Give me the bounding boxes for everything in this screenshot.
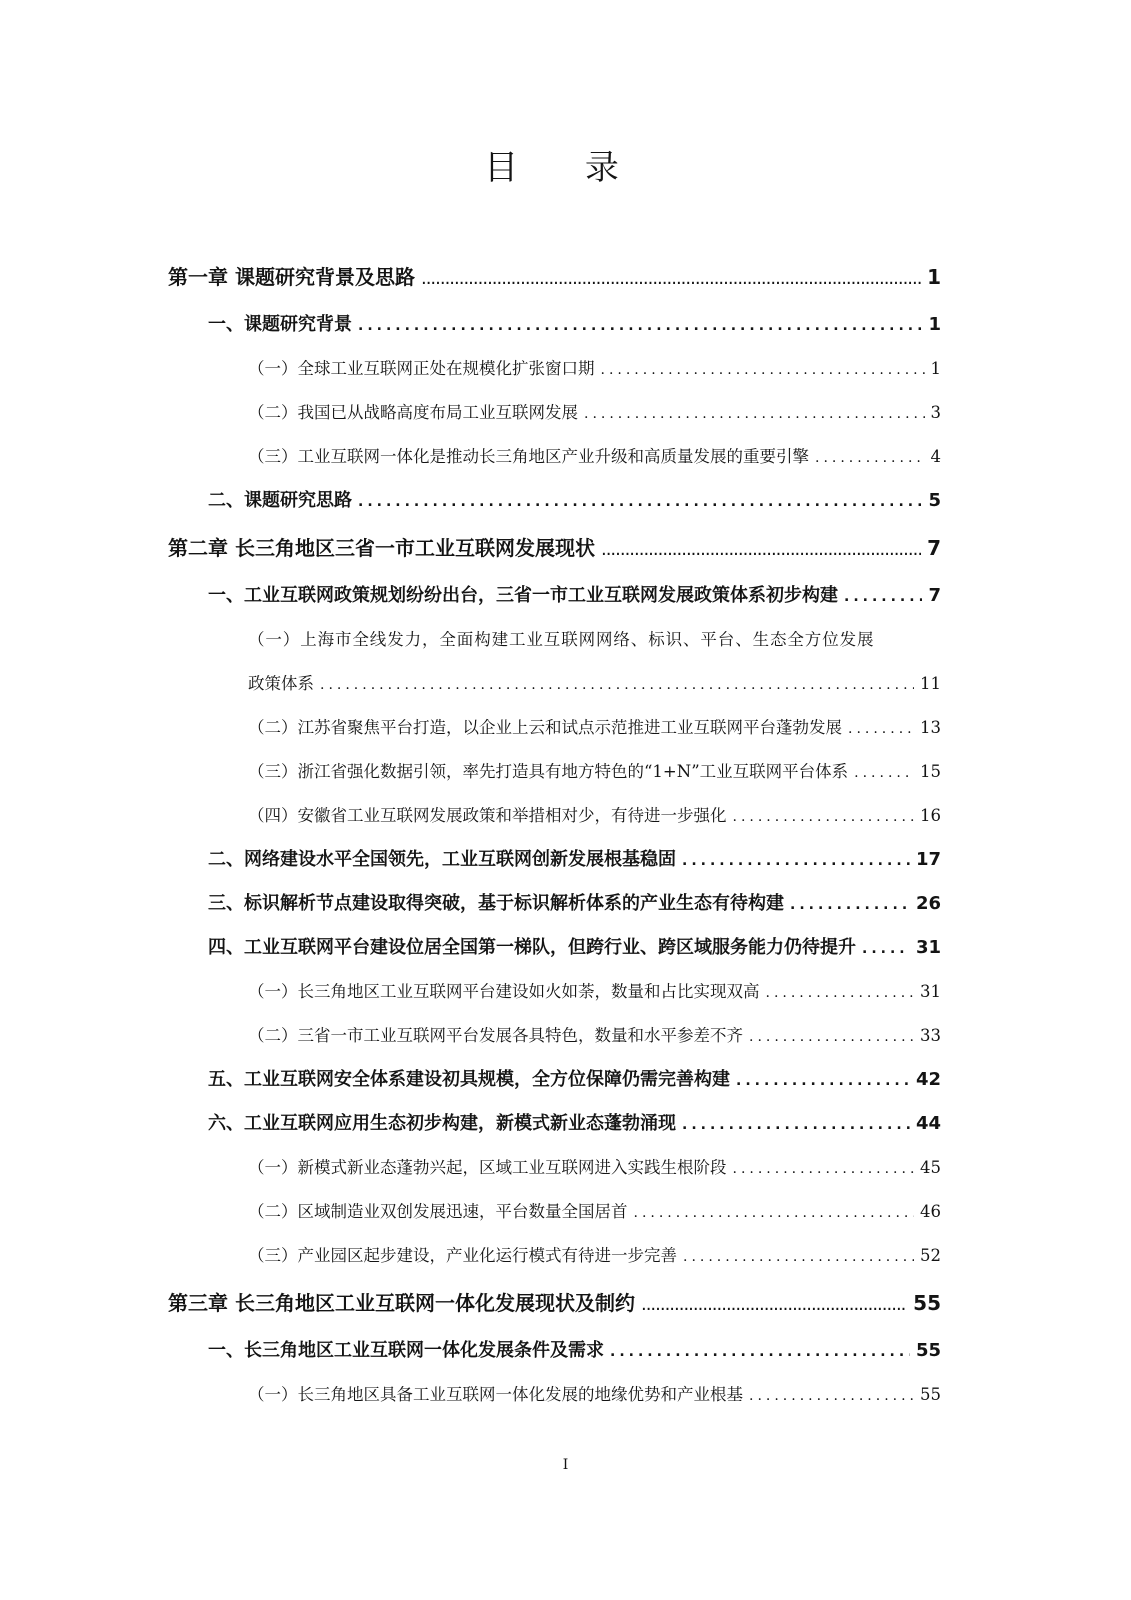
toc-entry-subsection[interactable] xyxy=(248,1234,941,1278)
toc-page-number: 46 xyxy=(920,1202,941,1221)
toc-entry-chapter[interactable] xyxy=(168,1278,941,1329)
toc-entry-label: 二、课题研究思路 xyxy=(208,490,352,511)
toc-dot-leader xyxy=(641,1279,907,1330)
toc-entry-subsection-first-line[interactable] xyxy=(248,618,941,662)
toc-entry-label: （三）产业园区起步建设，产业化运行模式有待进一步完善 xyxy=(248,1246,677,1265)
toc-dot-leader xyxy=(320,663,914,707)
toc-entry-label: （二）我国已从战略高度布局工业互联网发展 xyxy=(248,403,578,422)
toc-entry-label: 四、工业互联网平台建设位居全国第一梯队，但跨行业、跨区域服务能力仍待提升 xyxy=(208,937,856,958)
toc-dot-leader xyxy=(790,883,910,927)
toc-dot-leader xyxy=(421,253,921,304)
toc-dot-leader xyxy=(848,707,914,751)
toc-page-number: 52 xyxy=(920,1246,941,1265)
toc-entry-subsection-continued[interactable] xyxy=(248,662,941,706)
table-of-contents xyxy=(0,252,1131,1417)
toc-dot-leader xyxy=(358,304,922,348)
toc-dot-leader xyxy=(736,1059,910,1103)
toc-dot-leader xyxy=(683,1235,914,1279)
toc-entry-subsection[interactable] xyxy=(248,1190,941,1234)
toc-entry-label: 三、标识解析节点建设取得突破，基于标识解析体系的产业生态有待构建 xyxy=(208,893,784,914)
toc-page-number: 7 xyxy=(928,585,941,606)
toc-entry-section[interactable] xyxy=(208,838,941,882)
toc-page-number: 16 xyxy=(920,806,941,825)
toc-entry-label: （一）长三角地区具备工业互联网一体化发展的地缘优势和产业根基 xyxy=(248,1385,743,1404)
toc-entry-label: （四）安徽省工业互联网发展政策和举措相对少，有待进一步强化 xyxy=(248,806,727,825)
toc-page-number: 4 xyxy=(930,447,941,466)
toc-entry-label: （一）新模式新业态蓬勃兴起，区域工业互联网进入实践生根阶段 xyxy=(248,1158,727,1177)
toc-page-number: 45 xyxy=(920,1158,941,1177)
toc-page-number: 55 xyxy=(913,1291,941,1315)
toc-page-number: 3 xyxy=(930,403,941,422)
toc-entry-label: 一、长三角地区工业互联网一体化发展条件及需求 xyxy=(208,1340,604,1361)
toc-dot-leader xyxy=(862,927,910,971)
toc-dot-leader xyxy=(733,795,915,839)
page-footer-number: I xyxy=(562,1457,569,1473)
toc-dot-leader xyxy=(584,392,925,436)
toc-entry-subsection[interactable] xyxy=(248,1014,941,1058)
toc-page-number: 7 xyxy=(927,536,941,560)
toc-page-number: 55 xyxy=(915,1340,941,1361)
toc-page-number: 33 xyxy=(920,1026,941,1045)
toc-entry-subsection[interactable] xyxy=(248,1146,941,1190)
toc-entry-label: 五、工业互联网安全体系建设初具规模，全方位保障仍需完善构建 xyxy=(208,1069,730,1090)
toc-entry-label: （一）长三角地区工业互联网平台建设如火如荼，数量和占比实现双高 xyxy=(248,982,760,1001)
toc-entry-subsection[interactable] xyxy=(248,794,941,838)
toc-dot-leader xyxy=(766,971,915,1015)
toc-dot-leader xyxy=(682,839,910,883)
toc-dot-leader xyxy=(358,480,922,524)
toc-page-number: 15 xyxy=(920,762,941,781)
toc-page-number: 13 xyxy=(920,718,941,737)
toc-page-number: 1 xyxy=(928,314,941,335)
toc-page-number: 17 xyxy=(915,849,941,870)
toc-entry-section[interactable] xyxy=(208,479,941,523)
toc-entry-label: （一）上海市全线发力，全面构建工业互联网网络、标识、平台、生态全方位发展 xyxy=(248,630,875,649)
toc-entry-label: （二）江苏省聚焦平台打造，以企业上云和试点示范推进工业互联网平台蓬勃发展 xyxy=(248,718,842,737)
toc-page-number: 42 xyxy=(915,1069,941,1090)
toc-entry-label: 一、工业互联网政策规划纷纷出台，三省一市工业互联网发展政策体系初步构建 xyxy=(208,585,838,606)
toc-entry-section[interactable] xyxy=(208,926,941,970)
toc-entry-label: （二）三省一市工业互联网平台发展各具特色，数量和水平参差不齐 xyxy=(248,1026,743,1045)
toc-dot-leader xyxy=(854,751,914,795)
toc-page-number: 11 xyxy=(920,674,941,693)
toc-entry-label: （二）区域制造业双创发展迅速，平台数量全国居首 xyxy=(248,1202,628,1221)
toc-dot-leader xyxy=(749,1015,914,1059)
toc-entry-label: （三）工业互联网一体化是推动长三角地区产业升级和高质量发展的重要引擎 xyxy=(248,447,809,466)
toc-page-number: 26 xyxy=(915,893,941,914)
toc-dot-leader xyxy=(682,1103,910,1147)
toc-page-number: 1 xyxy=(927,265,941,289)
toc-page-number: 1 xyxy=(930,359,941,378)
toc-entry-section[interactable] xyxy=(208,882,941,926)
toc-entry-section[interactable] xyxy=(208,574,941,618)
toc-page-number: 55 xyxy=(920,1385,941,1404)
toc-entry-subsection[interactable] xyxy=(248,1373,941,1417)
toc-entry-chapter[interactable] xyxy=(168,523,941,574)
toc-entry-label: （三）浙江省强化数据引领，率先打造具有地方特色的“1+N”工业互联网平台体系 xyxy=(248,762,849,781)
toc-page-number: 5 xyxy=(928,490,941,511)
page-title: 目 录 xyxy=(484,148,647,188)
toc-entry-section[interactable] xyxy=(208,1102,941,1146)
toc-entry-label: 第三章 长三角地区工业互联网一体化发展现状及制约 xyxy=(168,1291,635,1315)
toc-dot-leader xyxy=(844,575,922,619)
toc-entry-section[interactable] xyxy=(208,303,941,347)
toc-dot-leader xyxy=(634,1191,915,1235)
toc-page-number: 31 xyxy=(920,982,941,1001)
toc-entry-section[interactable] xyxy=(208,1329,941,1373)
toc-entry-label: 二、网络建设水平全国领先，工业互联网创新发展根基稳固 xyxy=(208,849,676,870)
toc-entry-section[interactable] xyxy=(208,1058,941,1102)
toc-entry-label: 一、课题研究背景 xyxy=(208,314,352,335)
toc-dot-leader xyxy=(815,436,925,480)
toc-entry-label: 政策体系 xyxy=(248,674,314,693)
toc-dot-leader xyxy=(601,524,921,575)
toc-dot-leader xyxy=(733,1147,915,1191)
toc-dot-leader xyxy=(601,348,925,392)
toc-entry-label: （一）全球工业互联网正处在规模化扩张窗口期 xyxy=(248,359,595,378)
toc-entry-subsection[interactable] xyxy=(248,750,941,794)
toc-dot-leader xyxy=(610,1330,910,1374)
toc-entry-subsection[interactable] xyxy=(248,970,941,1014)
toc-page-number: 44 xyxy=(915,1113,941,1134)
toc-entry-subsection[interactable] xyxy=(248,391,941,435)
toc-entry-label: 六、工业互联网应用生态初步构建，新模式新业态蓬勃涌现 xyxy=(208,1113,676,1134)
toc-dot-leader xyxy=(749,1374,914,1418)
toc-entry-subsection[interactable] xyxy=(248,706,941,750)
toc-entry-chapter[interactable] xyxy=(168,252,941,303)
toc-entry-subsection[interactable] xyxy=(248,347,941,391)
toc-entry-label: 第二章 长三角地区三省一市工业互联网发展现状 xyxy=(168,536,595,560)
toc-entry-label: 第一章 课题研究背景及思路 xyxy=(168,265,415,289)
toc-entry-subsection[interactable] xyxy=(248,435,941,479)
toc-page-number: 31 xyxy=(915,937,941,958)
